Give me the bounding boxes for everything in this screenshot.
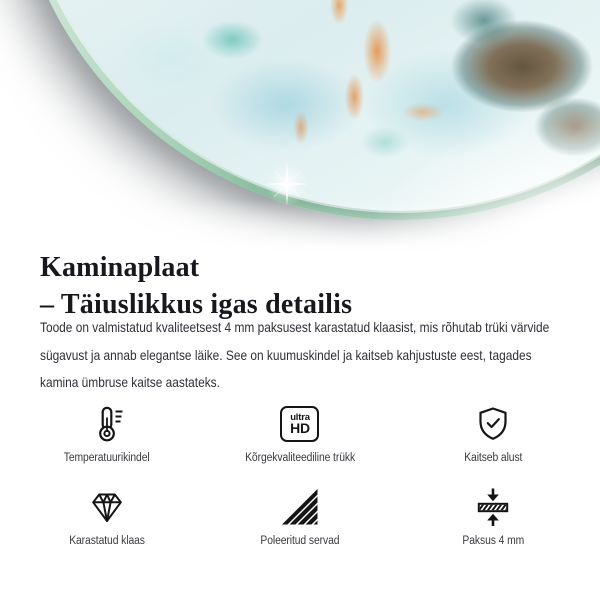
ultra-hd-icon: [280, 403, 319, 445]
page-title: [40, 249, 352, 323]
shield-check-icon: [473, 403, 513, 445]
description-line: sügavust ja annab elegantse läike. See on kuumuskindel ja kaitseb kahjustuste eest, tagades: [40, 346, 532, 363]
feature-label: Kaitseb alust: [464, 452, 523, 464]
feature-high-quality-print: [203, 403, 396, 464]
feature-label: Paksus 4 mm: [462, 535, 525, 547]
feature-label: Karastatud klaas: [68, 535, 145, 547]
polished-edges-icon: [279, 486, 321, 528]
thermometer-icon: [87, 403, 127, 445]
diamond-icon: [87, 486, 127, 528]
thickness-icon: [473, 486, 513, 528]
feature-label: Poleeritud servad: [260, 535, 340, 547]
feature-thickness-4mm: [397, 486, 590, 547]
feature-protects-base: [397, 403, 590, 464]
product-image: [0, 0, 600, 252]
description-line: kamina ümbruse kaitse aastateks.: [40, 374, 220, 390]
description-line: Toode on valmistatud kvaliteetsest 4 mm paksusest karastatud klaasist, mis rõhutab trüki värvide: [40, 319, 550, 335]
feature-tempered-glass: [10, 486, 203, 547]
page-title-line2: – Täiuslikkus igas detailis: [40, 288, 353, 320]
feature-polished-edges: [203, 486, 396, 547]
product-description: [40, 314, 600, 397]
glass-plate-marble-art: [19, 0, 600, 211]
ultra-hd-icon-text-bottom: HD: [290, 420, 310, 437]
page-title-line1: Kaminaplaat: [40, 251, 200, 283]
feature-label: Kõrgekvaliteediline trükk: [245, 452, 355, 464]
ultra-hd-icon-text-top: ultra: [290, 411, 310, 423]
feature-label: Temperatuurikindel: [63, 452, 150, 464]
feature-temperature-resistant: [10, 403, 203, 464]
features-grid: [10, 403, 590, 547]
